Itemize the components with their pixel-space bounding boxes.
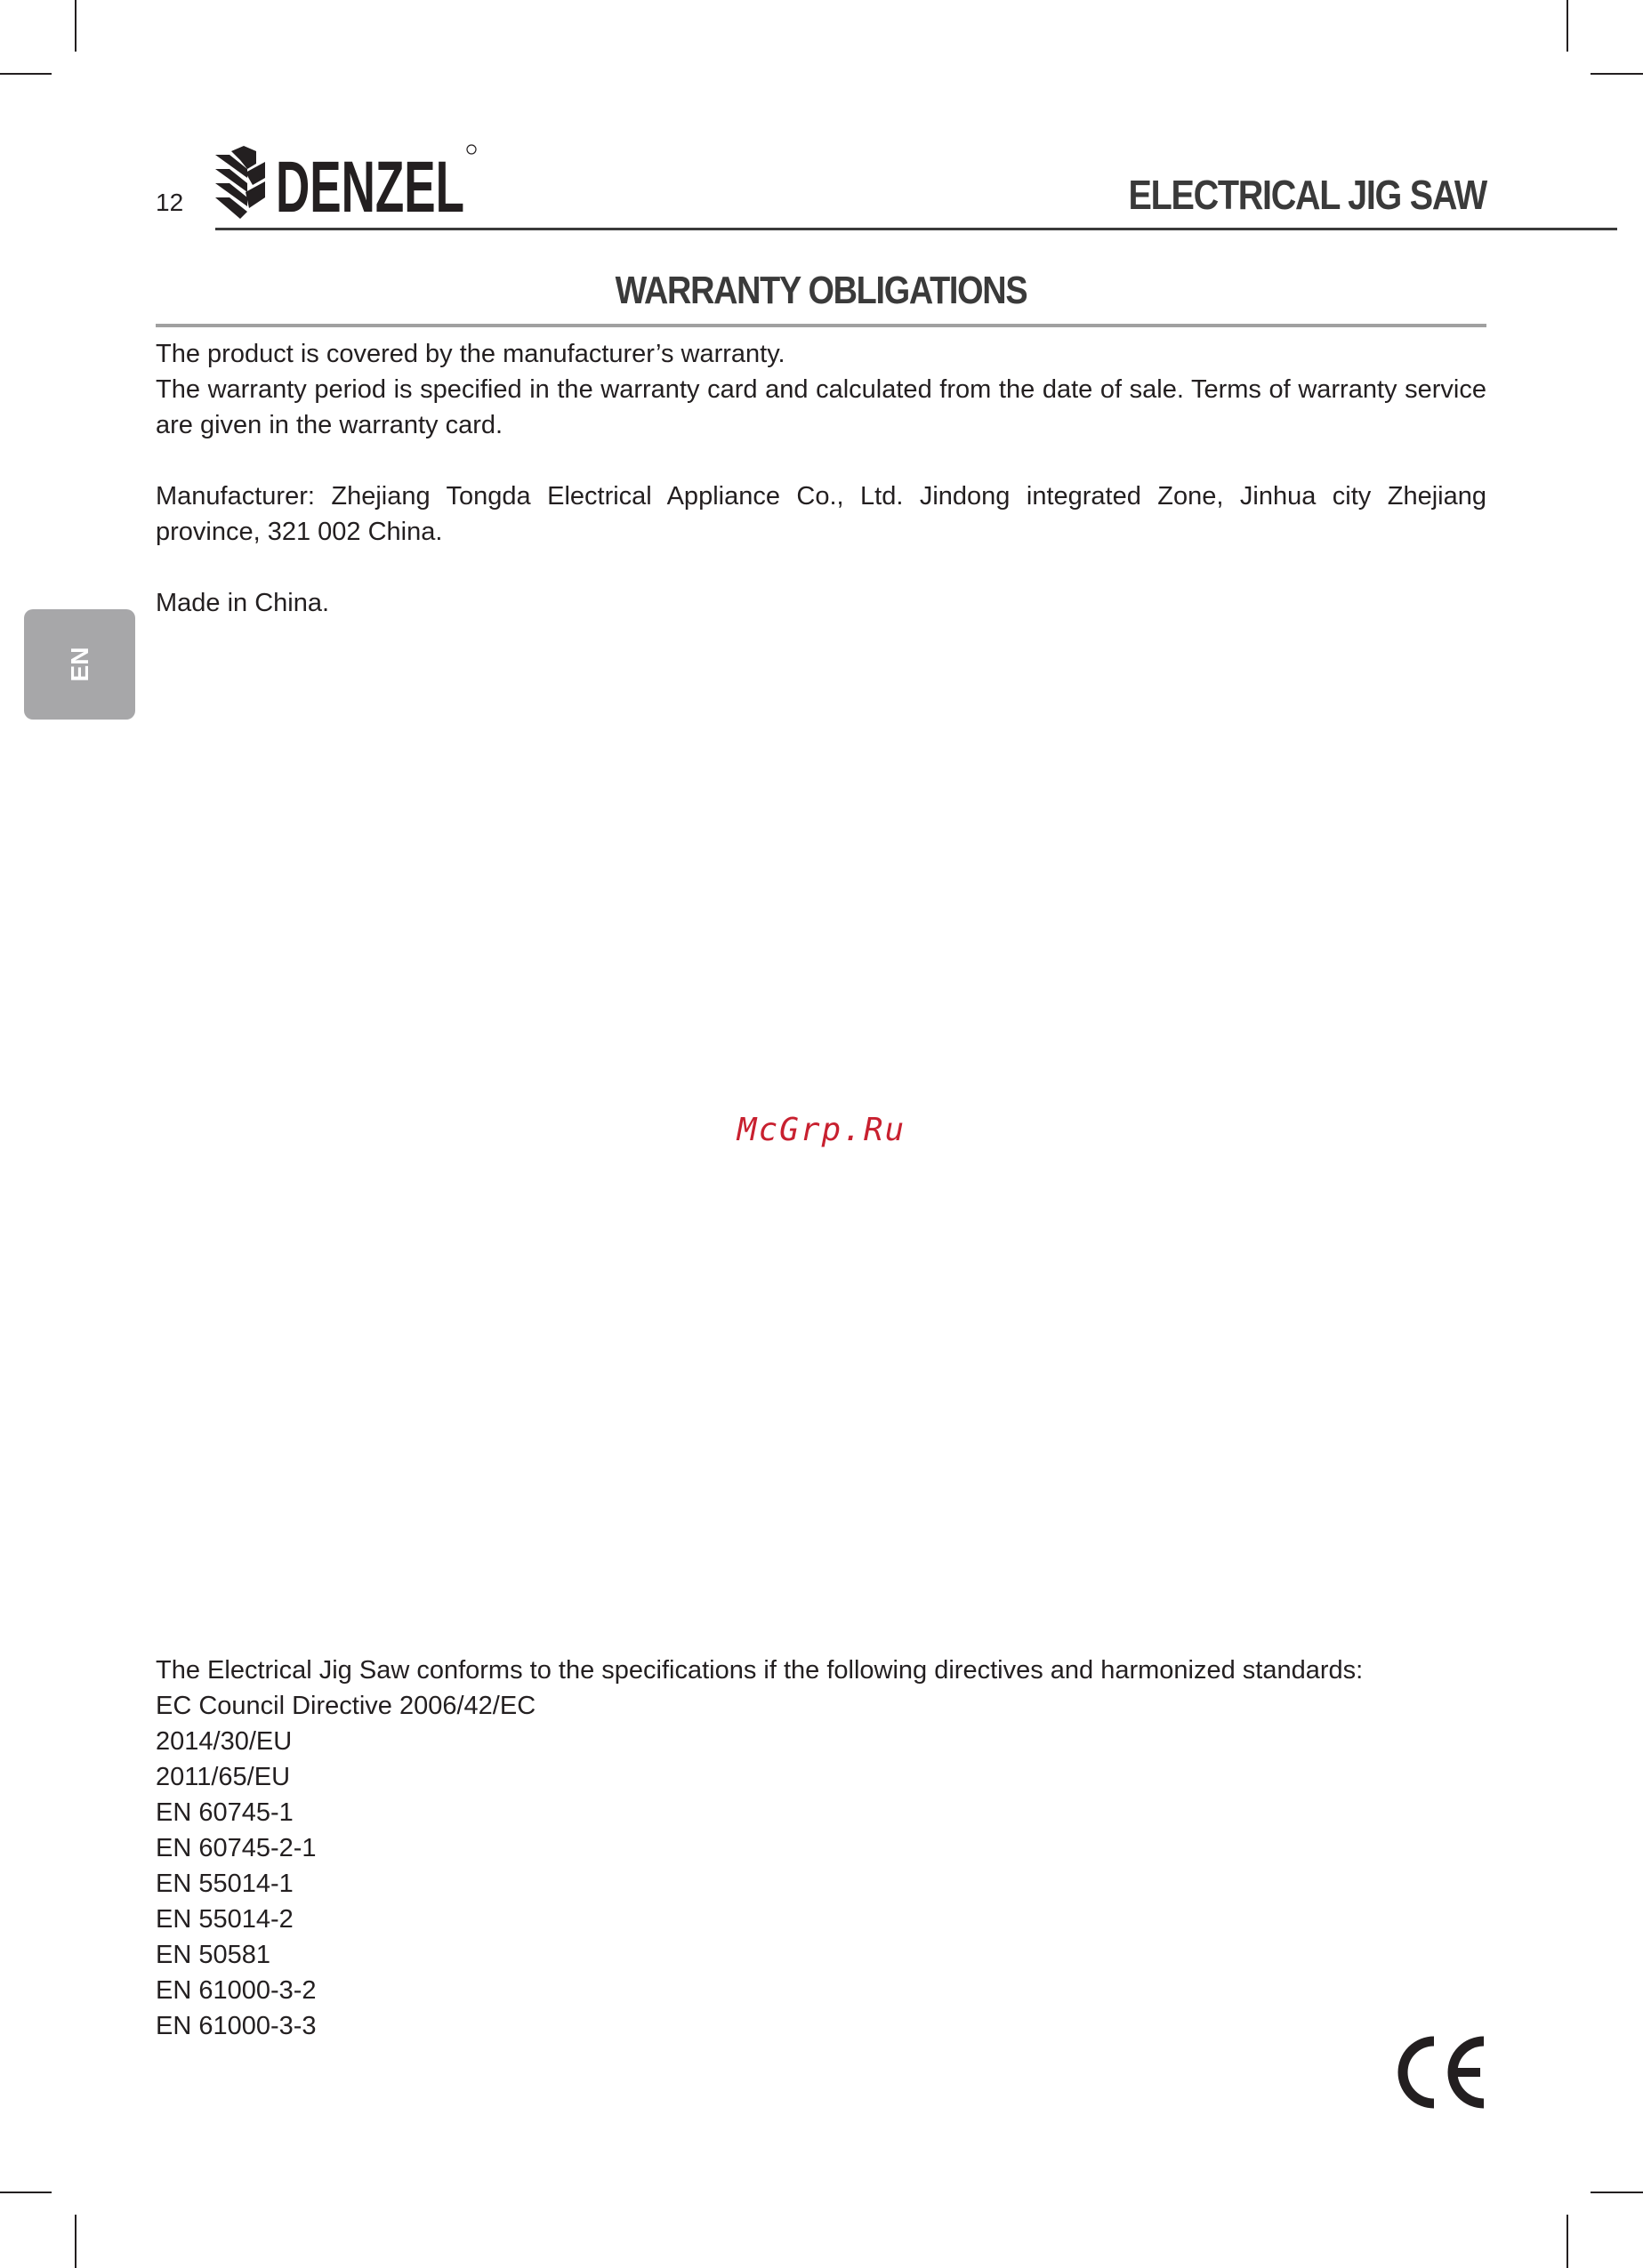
crop-mark — [75, 0, 77, 52]
denzel-logo — [213, 142, 480, 228]
standard-item: EN 60745-1 — [156, 1798, 294, 1827]
crop-mark — [1591, 73, 1643, 75]
standard-item: EN 55014-1 — [156, 1870, 294, 1898]
conformity-intro: The Electrical Jig Saw conforms to the specifications if the following directives and harmonized standards: — [156, 1656, 1364, 1685]
crop-mark — [0, 73, 52, 75]
crop-mark — [1591, 2192, 1643, 2193]
brand-wordmark: DENZEL — [276, 147, 464, 228]
header-divider — [215, 228, 1617, 230]
language-tab-label: EN — [65, 647, 93, 682]
crop-mark — [1566, 2215, 1568, 2268]
warranty-paragraph: The product is covered by the manufacturer’s warranty. — [156, 340, 785, 368]
ce-mark-icon — [1397, 2032, 1487, 2112]
standard-item: EN 61000-3-3 — [156, 2012, 317, 2040]
made-in-paragraph: Made in China. — [156, 589, 330, 617]
page-number: 12 — [156, 189, 184, 216]
standard-item: EN 50581 — [156, 1941, 270, 1969]
conformity-section — [156, 1653, 1363, 2044]
crop-mark — [1566, 0, 1568, 52]
standard-item: 2014/30/EU — [156, 1727, 293, 1756]
standard-item: EC Council Directive 2006/42/EC — [156, 1692, 536, 1720]
manufacturer-paragraph: Manufacturer: Zhejiang Tongda Electrical Appliance Co., Ltd. Jindong integrated Zone, Jinhua city Zhejiang province, 321 002 China. — [156, 482, 1486, 546]
watermark: McGrp.Ru — [737, 1112, 906, 1148]
standard-item: 2011/65/EU — [156, 1763, 291, 1791]
warranty-period-paragraph: The warranty period is specified in the warranty card and calculated from the date of sale. Terms of warranty service are given in the warranty card. — [156, 375, 1486, 439]
section-divider — [156, 324, 1486, 327]
section-title: WARRANTY OBLIGATIONS — [615, 269, 1027, 312]
standard-item: EN 60745-2-1 — [156, 1834, 317, 1862]
language-tab — [24, 609, 135, 720]
crop-mark — [0, 2192, 52, 2193]
standard-item: EN 55014-2 — [156, 1905, 294, 1934]
document-title: ELECTRICAL JIG SAW — [1128, 172, 1486, 218]
crop-mark — [75, 2215, 77, 2268]
standard-item: EN 61000-3-2 — [156, 1976, 317, 2005]
denzel-emblem-icon — [215, 146, 265, 219]
